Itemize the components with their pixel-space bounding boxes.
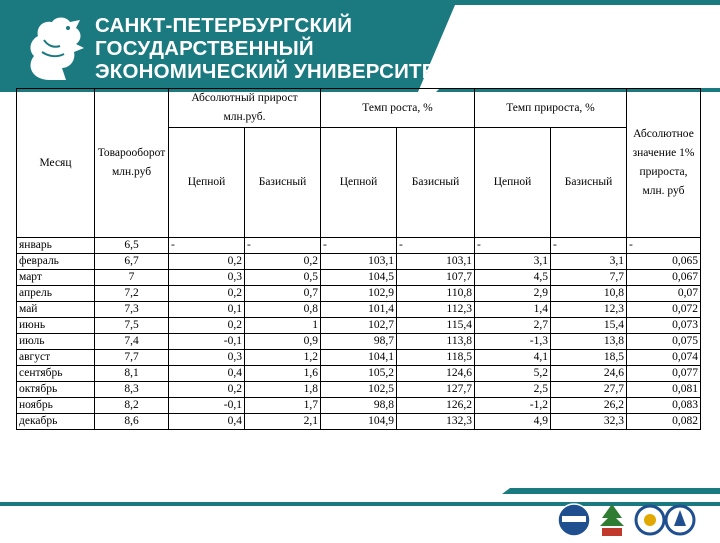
cell-inc-chain: -1,3	[475, 334, 551, 350]
cell-turnover: 7,2	[95, 286, 169, 302]
cell-month: октябрь	[17, 382, 95, 398]
cell-gr-chain: 104,1	[321, 350, 397, 366]
cell-month: ноябрь	[17, 398, 95, 414]
cell-gr-basic: 113,8	[397, 334, 475, 350]
title-line-2: ГОСУДАРСТВЕННЫЙ	[95, 37, 314, 60]
cell-inc-basic: 12,3	[551, 302, 627, 318]
cell-gr-basic: 112,3	[397, 302, 475, 318]
cell-turnover: 7,7	[95, 350, 169, 366]
cell-gr-basic: -	[397, 238, 475, 254]
cell-gr-basic: 115,4	[397, 318, 475, 334]
round-emblem-icon	[636, 506, 694, 534]
cell-abs-chain: 0,1	[169, 302, 245, 318]
cell-month: июль	[17, 334, 95, 350]
emblem-badge-icon	[558, 504, 590, 536]
cell-abs-basic: 1,2	[245, 350, 321, 366]
cell-month: май	[17, 302, 95, 318]
table-row	[17, 254, 701, 270]
table-row	[17, 398, 701, 414]
cell-gr-chain: -	[321, 238, 397, 254]
cell-turnover: 7,5	[95, 318, 169, 334]
cell-abs-value: -	[627, 238, 701, 254]
cell-abs-chain: 0,2	[169, 318, 245, 334]
cell-abs-basic: 2,1	[245, 414, 321, 430]
subheader-gr-chain: Цепной	[321, 128, 397, 238]
table-row	[17, 414, 701, 430]
cell-month: февраль	[17, 254, 95, 270]
cell-inc-chain: 4,1	[475, 350, 551, 366]
cell-inc-basic: 32,3	[551, 414, 627, 430]
cell-abs-basic: 0,8	[245, 302, 321, 318]
cell-inc-basic: 3,1	[551, 254, 627, 270]
cell-month: апрель	[17, 286, 95, 302]
cell-abs-chain: -0,1	[169, 398, 245, 414]
cell-inc-basic: 7,7	[551, 270, 627, 286]
subheader-abs-basic: Базисный	[245, 128, 321, 238]
cell-abs-value: 0,081	[627, 382, 701, 398]
cell-turnover: 8,3	[95, 382, 169, 398]
cell-inc-basic: 18,5	[551, 350, 627, 366]
cell-month: декабрь	[17, 414, 95, 430]
cell-abs-chain: 0,3	[169, 350, 245, 366]
cell-turnover: 7,3	[95, 302, 169, 318]
cell-abs-value: 0,075	[627, 334, 701, 350]
table-row	[17, 366, 701, 382]
cell-abs-chain: 0,2	[169, 254, 245, 270]
cell-inc-chain: 5,2	[475, 366, 551, 382]
cell-abs-value: 0,077	[627, 366, 701, 382]
cell-gr-chain: 102,7	[321, 318, 397, 334]
cell-abs-value: 0,083	[627, 398, 701, 414]
cell-abs-value: 0,07	[627, 286, 701, 302]
cell-turnover: 6,5	[95, 238, 169, 254]
cell-abs-value: 0,072	[627, 302, 701, 318]
cell-gr-basic: 110,8	[397, 286, 475, 302]
cell-gr-basic: 124,6	[397, 366, 475, 382]
cell-abs-chain: 0,4	[169, 366, 245, 382]
cell-month: март	[17, 270, 95, 286]
cell-inc-basic: 15,4	[551, 318, 627, 334]
cell-abs-basic: 1	[245, 318, 321, 334]
title-line-3: ЭКОНОМИЧЕСКИЙ УНИВЕРСИТЕТ	[95, 60, 449, 83]
table-row	[17, 318, 701, 334]
table-row	[17, 382, 701, 398]
header-month: Месяц	[17, 89, 95, 238]
cell-inc-chain: 2,5	[475, 382, 551, 398]
cell-abs-chain: 0,2	[169, 382, 245, 398]
cell-gr-chain: 104,5	[321, 270, 397, 286]
cell-turnover: 7	[95, 270, 169, 286]
cell-month: январь	[17, 238, 95, 254]
cell-inc-chain: -	[475, 238, 551, 254]
cell-turnover: 8,1	[95, 366, 169, 382]
cell-inc-chain: 3,1	[475, 254, 551, 270]
table-row	[17, 302, 701, 318]
cell-inc-basic: 13,8	[551, 334, 627, 350]
cell-abs-basic: -	[245, 238, 321, 254]
cell-month: август	[17, 350, 95, 366]
cell-inc-chain: 4,5	[475, 270, 551, 286]
cell-abs-value: 0,065	[627, 254, 701, 270]
cell-abs-value: 0,067	[627, 270, 701, 286]
cell-abs-chain: 0,4	[169, 414, 245, 430]
subheader-gr-basic: Базисный	[397, 128, 475, 238]
subheader-abs-chain: Цепной	[169, 128, 245, 238]
cell-gr-basic: 127,7	[397, 382, 475, 398]
slide-header	[0, 0, 720, 92]
cell-inc-chain: 4,9	[475, 414, 551, 430]
cell-abs-chain: 0,2	[169, 286, 245, 302]
cell-gr-chain: 103,1	[321, 254, 397, 270]
cell-month: сентябрь	[17, 366, 95, 382]
footer-badges	[556, 500, 716, 538]
cell-turnover: 8,6	[95, 414, 169, 430]
cell-gr-chain: 98,8	[321, 398, 397, 414]
cell-abs-value: 0,082	[627, 414, 701, 430]
table-row	[17, 286, 701, 302]
university-title	[95, 14, 448, 83]
cell-inc-basic: -	[551, 238, 627, 254]
header-abs-growth: Абсолютный прирост млн.руб.	[169, 89, 321, 128]
header-abs-value: Абсолютное значение 1% прироста, млн. руб	[627, 89, 701, 238]
cell-abs-basic: 0,9	[245, 334, 321, 350]
cell-abs-chain: -0,1	[169, 334, 245, 350]
cell-gr-basic: 132,3	[397, 414, 475, 430]
table-row	[17, 238, 701, 254]
subheader-inc-chain: Цепной	[475, 128, 551, 238]
cell-turnover: 6,7	[95, 254, 169, 270]
cell-abs-basic: 1,8	[245, 382, 321, 398]
cell-month: июнь	[17, 318, 95, 334]
cell-abs-basic: 1,7	[245, 398, 321, 414]
header-turnover: Товарооборот млн.руб	[95, 89, 169, 238]
cell-gr-basic: 107,7	[397, 270, 475, 286]
cell-gr-chain: 105,2	[321, 366, 397, 382]
cell-gr-chain: 104,9	[321, 414, 397, 430]
turnover-table-wrap	[16, 88, 701, 430]
cell-inc-basic: 10,8	[551, 286, 627, 302]
cell-turnover: 8,2	[95, 398, 169, 414]
cell-abs-value: 0,073	[627, 318, 701, 334]
table-row	[17, 270, 701, 286]
table-row	[17, 334, 701, 350]
cell-gr-basic: 118,5	[397, 350, 475, 366]
cell-inc-basic: 24,6	[551, 366, 627, 382]
cell-gr-chain: 101,4	[321, 302, 397, 318]
cell-inc-basic: 27,7	[551, 382, 627, 398]
turnover-table	[16, 88, 701, 430]
cell-abs-basic: 0,5	[245, 270, 321, 286]
cell-abs-chain: 0,3	[169, 270, 245, 286]
cell-gr-chain: 98,7	[321, 334, 397, 350]
cell-abs-basic: 0,2	[245, 254, 321, 270]
cell-inc-chain: 1,4	[475, 302, 551, 318]
tree-emblem-icon	[600, 504, 624, 536]
header-increase-rate: Темп прироста, %	[475, 89, 627, 128]
cell-abs-basic: 1,6	[245, 366, 321, 382]
cell-gr-basic: 126,2	[397, 398, 475, 414]
table-body	[17, 238, 701, 430]
cell-gr-chain: 102,9	[321, 286, 397, 302]
cell-gr-basic: 103,1	[397, 254, 475, 270]
cell-turnover: 7,4	[95, 334, 169, 350]
cell-inc-basic: 26,2	[551, 398, 627, 414]
cell-gr-chain: 102,5	[321, 382, 397, 398]
griffin-logo-icon	[20, 10, 92, 88]
subheader-inc-basic: Базисный	[551, 128, 627, 238]
cell-abs-value: 0,074	[627, 350, 701, 366]
header-growth-rate: Темп роста, %	[321, 89, 475, 128]
cell-inc-chain: 2,7	[475, 318, 551, 334]
cell-abs-basic: 0,7	[245, 286, 321, 302]
cell-inc-chain: 2,9	[475, 286, 551, 302]
table-row	[17, 350, 701, 366]
cell-abs-chain: -	[169, 238, 245, 254]
cell-inc-chain: -1,2	[475, 398, 551, 414]
title-line-1: САНКТ-ПЕТЕРБУРГСКИЙ	[95, 14, 353, 37]
